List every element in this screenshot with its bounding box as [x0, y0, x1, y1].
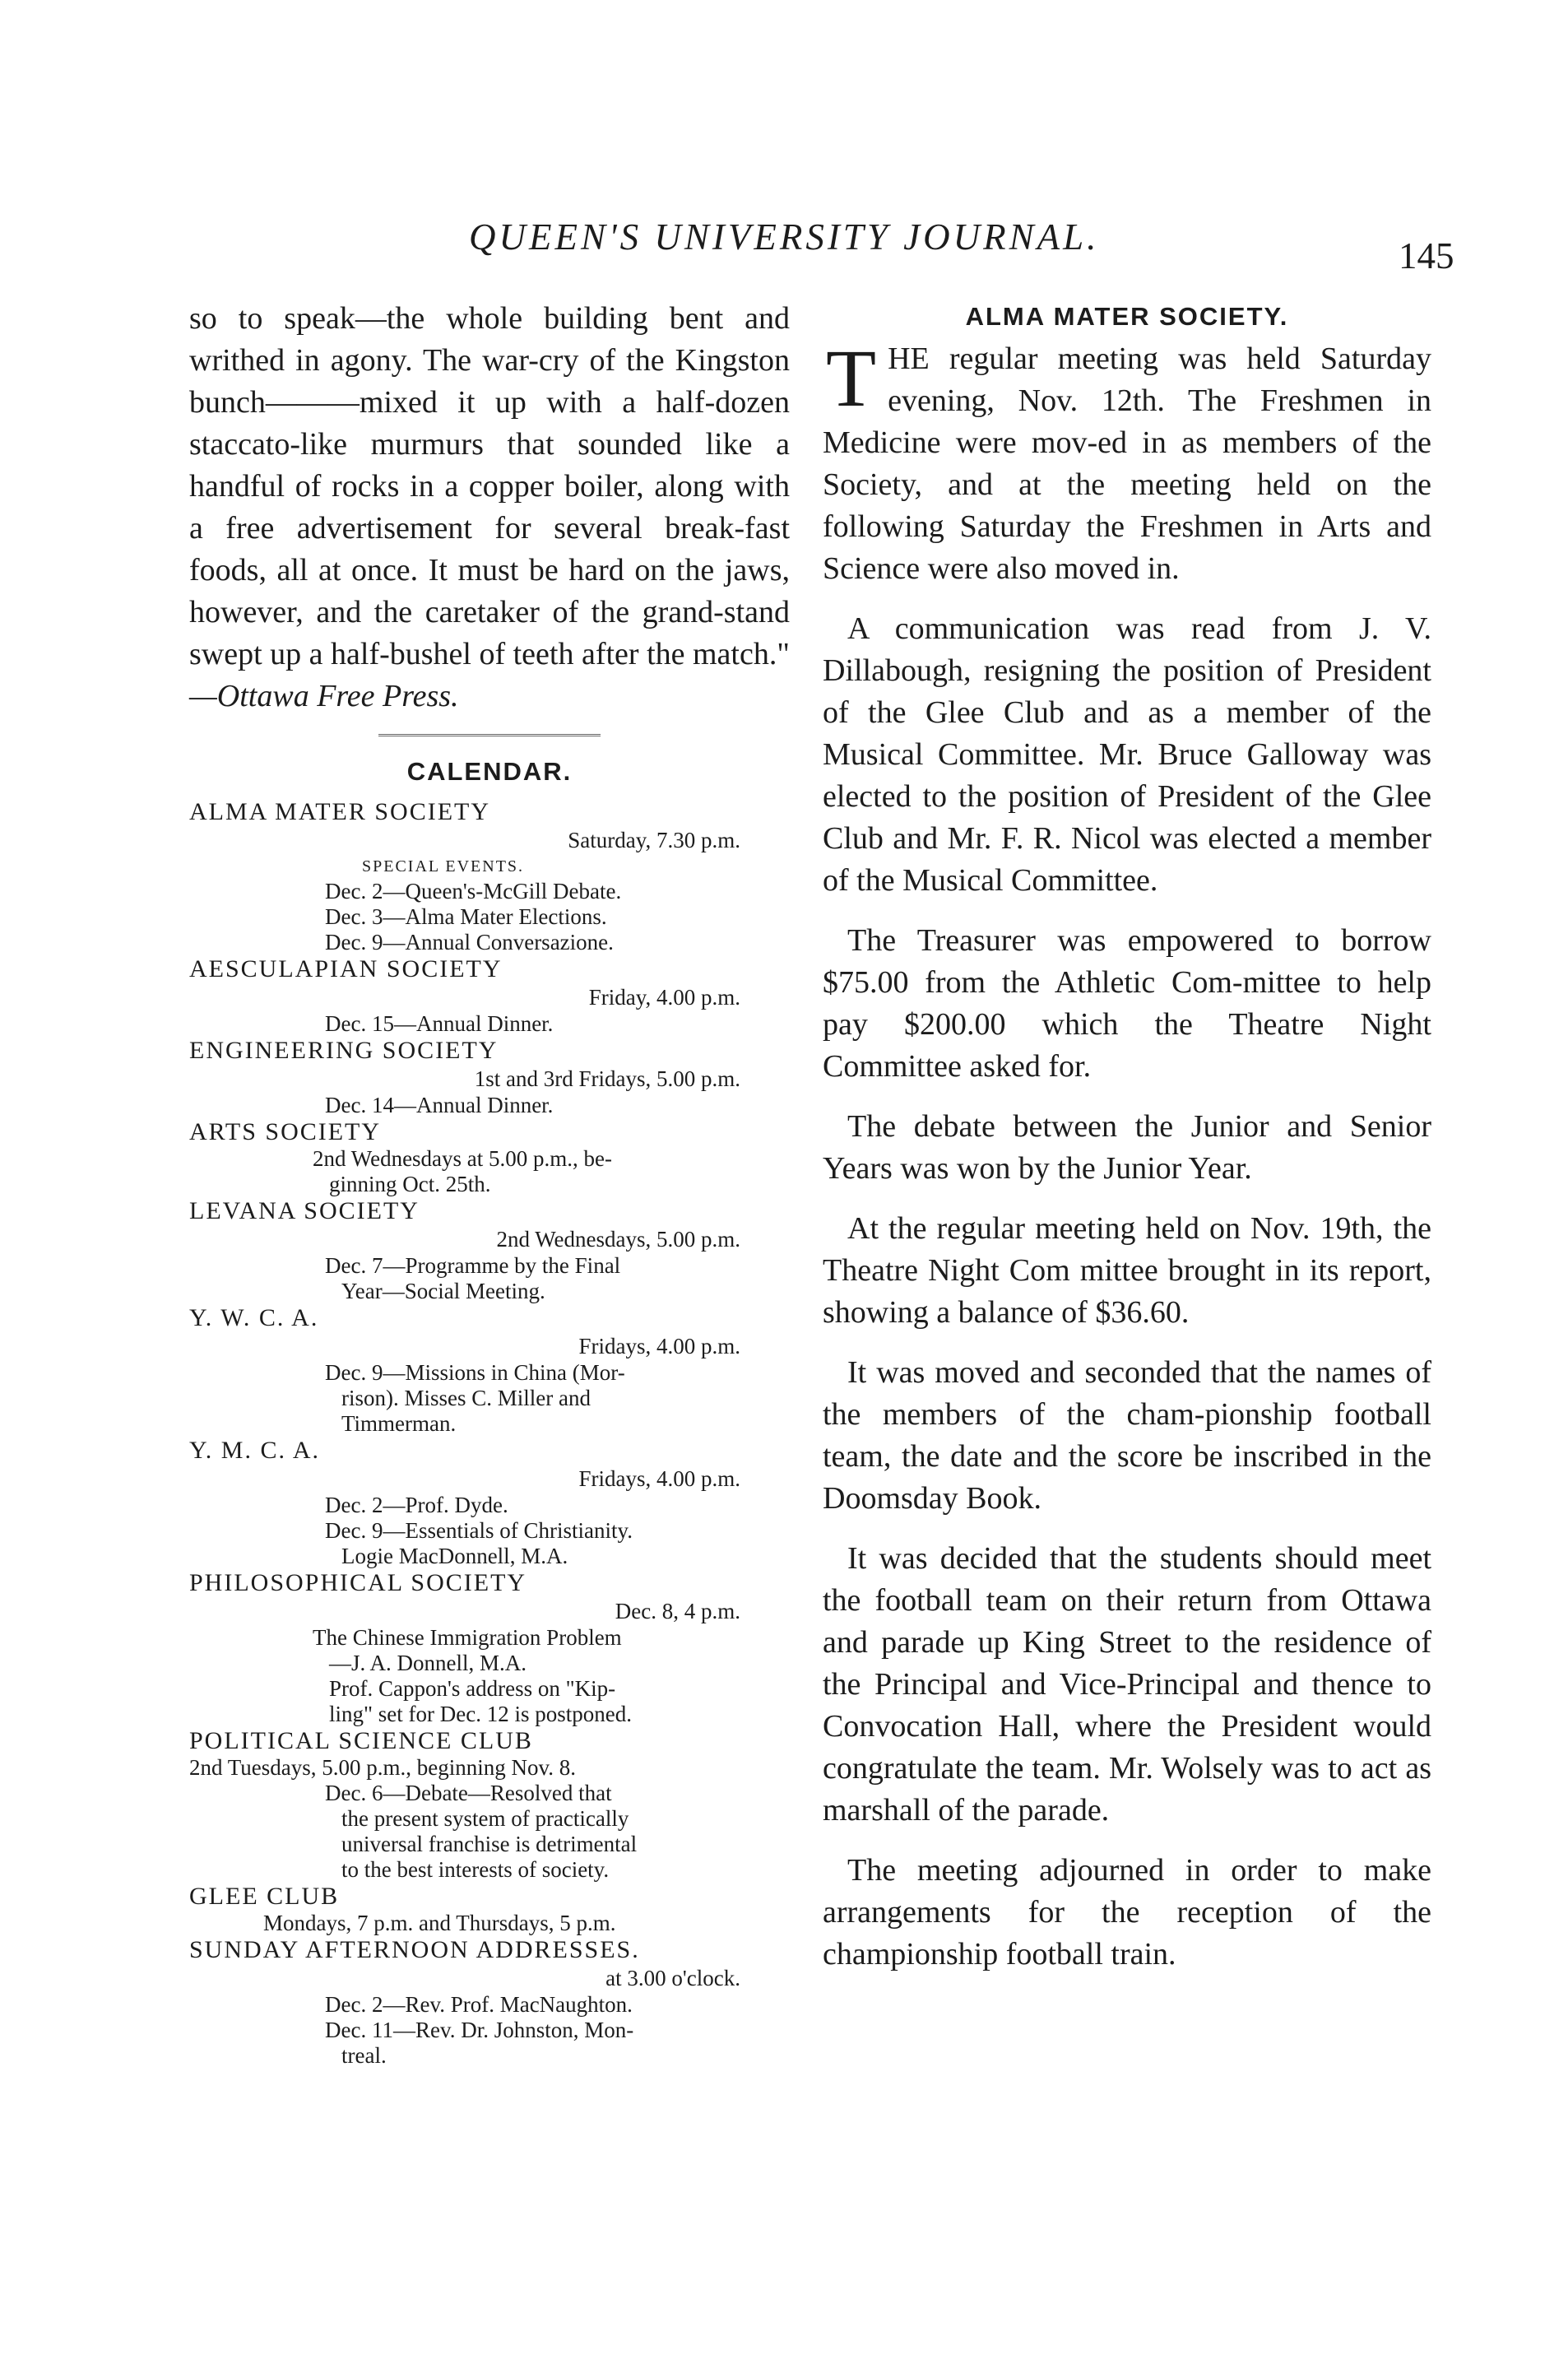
event-line: Dec. 9—Essentials of Christianity.: [325, 1518, 633, 1543]
society-name: Y. M. C. A.: [189, 1437, 320, 1464]
left-column: [189, 298, 790, 2069]
calendar-event: Dec. 3—Alma Mater Elections.: [325, 904, 607, 929]
meeting-time-line: 2nd Wednesdays at 5.00 p.m., be-: [313, 1146, 613, 1171]
society-name: AESCULAPIAN SOCIETY: [189, 955, 503, 982]
calendar-list: [189, 798, 790, 2069]
event-line: Dec. 7—Programme by the Final: [325, 1253, 621, 1278]
society-name: Y. W. C. A.: [189, 1304, 319, 1331]
intro-paragraph: so to speak—the whole building bent and writhed in agony. The war-cry of the Kingston bunch———mixed it up with a half-dozen staccato-like murmurs that sounded like a handful of rocks in a copper boiler, along with a free advertisement for several break-fast foods, all at once. It must be hard on the jaws, however, and the caretaker of the grand-stand swept up a half-bushel of teeth after the match.": [189, 301, 790, 671]
society-name: ARTS SOCIETY: [189, 1118, 382, 1145]
calendar-event: Dec. 2—Rev. Prof. MacNaughton.: [325, 1992, 633, 2017]
right-column: [823, 298, 1431, 1976]
article-paragraph: A communication was read from J. V. Dillabough, resigning the position of President of the Glee Club and as a member of the Musical Committee. Mr. Bruce Galloway was elected to the position of President of the Glee Club and Mr. F. R. Nicol was elected a member of the Musical Committee.: [823, 611, 1431, 898]
meeting-time: Saturday, 7.30 p.m.: [568, 828, 740, 852]
calendar-event: [189, 1625, 790, 1727]
section-divider: [378, 734, 601, 739]
event-line: the present system of practically: [341, 1806, 629, 1831]
meeting-time: 2nd Wednesdays, 5.00 p.m.: [496, 1227, 740, 1252]
event-line: Dec. 11—Rev. Dr. Johnston, Mon-: [325, 2018, 634, 2042]
page-number: 145: [1399, 235, 1454, 276]
journal-title: QUEEN'S UNIVERSITY JOURNAL.: [469, 216, 1100, 258]
society-name: PHILOSOPHICAL SOCIETY: [189, 1569, 527, 1596]
article-paragraph: It was decided that the students should meet the football team on their return from Ottawa and parade up King Street to the residence of the Principal and Vice-Principal and thence to Convocation Hall, where the President would congratulate the team. Mr. Wolsely was to act as marshall of the parade.: [823, 1541, 1431, 1828]
special-events-label: SPECIAL EVENTS.: [362, 857, 525, 875]
event-line: ling" set for Dec. 12 is postponed.: [329, 1702, 632, 1726]
attribution: —Ottawa Free Press.: [189, 679, 459, 713]
meeting-time: Dec. 8, 4 p.m.: [615, 1599, 740, 1623]
society-name: SUNDAY AFTERNOON ADDRESSES.: [189, 1936, 640, 1963]
calendar-event: Dec. 9—Annual Conversazione.: [325, 930, 614, 954]
event-line: Prof. Cappon's address on "Kip-: [329, 1676, 616, 1701]
meeting-time: Mondays, 7 p.m. and Thursdays, 5 p.m.: [263, 1911, 616, 1935]
event-line: The Chinese Immigration Problem: [313, 1625, 622, 1650]
article-paragraph: It was moved and seconded that the names of the members of the cham-pionship football team, the date and the score be inscribed in the Doomsday Book.: [823, 1355, 1431, 1516]
meeting-time: 1st and 3rd Fridays, 5.00 p.m.: [474, 1066, 740, 1091]
meeting-time: Fridays, 4.00 p.m.: [578, 1466, 740, 1491]
meeting-time: [189, 1146, 790, 1197]
event-line: Dec. 6—Debate—Resolved that: [325, 1781, 612, 1805]
section-heading: ALMA MATER SOCIETY.: [965, 302, 1289, 331]
calendar-event: Dec. 2—Queen's-McGill Debate.: [325, 879, 622, 903]
calendar-event: Dec. 2—Prof. Dyde.: [325, 1493, 508, 1517]
meeting-time: Friday, 4.00 p.m.: [588, 985, 740, 1010]
calendar-heading: CALENDAR.: [406, 757, 573, 786]
article-paragraph: The debate between the Junior and Senior Years was won by the Junior Year.: [823, 1109, 1431, 1186]
meeting-time-line: ginning Oct. 25th.: [329, 1172, 491, 1196]
event-line: rison). Misses C. Miller and: [341, 1386, 591, 1410]
society-name: ENGINEERING SOCIETY: [189, 1037, 499, 1064]
event-line: Dec. 9—Missions in China (Mor-: [325, 1360, 625, 1385]
event-line: Logie MacDonnell, M.A.: [341, 1544, 568, 1568]
calendar-event: [189, 1360, 790, 1437]
article-paragraph: [823, 332, 1431, 590]
calendar-event: [189, 1518, 790, 1569]
society-name: ALMA MATER SOCIETY: [189, 798, 491, 825]
calendar-event: Dec. 14—Annual Dinner.: [325, 1093, 554, 1117]
calendar-event: [189, 1781, 790, 1883]
drop-cap: T: [826, 332, 877, 424]
event-line: Year—Social Meeting.: [341, 1279, 545, 1303]
meeting-time: at 3.00 o'clock.: [605, 1966, 740, 1990]
calendar-event: [189, 2018, 790, 2069]
meeting-time: 2nd Tuesdays, 5.00 p.m., beginning Nov. 8.: [189, 1755, 577, 1780]
event-line: Timmerman.: [341, 1411, 457, 1436]
event-line: universal franchise is detrimental: [341, 1832, 638, 1856]
article-paragraph: At the regular meeting held on Nov. 19th, the Theatre Night Com mittee brought in its report, showing a balance of $36.60.: [823, 1211, 1431, 1330]
event-line: —J. A. Donnell, M.A.: [329, 1651, 527, 1675]
event-line: treal.: [341, 2043, 387, 2068]
calendar-event: [189, 1253, 790, 1304]
society-name: LEVANA SOCIETY: [189, 1197, 420, 1224]
society-name: GLEE CLUB: [189, 1883, 340, 1910]
article-paragraph: The meeting adjourned in order to make arrangements for the reception of the championship football train.: [823, 1853, 1431, 1972]
society-name: POLITICAL SCIENCE CLUB: [189, 1727, 533, 1754]
event-line: to the best interests of society.: [341, 1857, 610, 1882]
calendar-event: Dec. 15—Annual Dinner.: [325, 1011, 554, 1036]
article-paragraph: The Treasurer was empowered to borrow $75.00 from the Athletic Com-mittee to help pay $200.00 which the Theatre Night Committee asked for.: [823, 923, 1431, 1084]
meeting-time: Fridays, 4.00 p.m.: [578, 1334, 740, 1358]
paragraph-text: HE regular meeting was held Saturday evening, Nov. 12th. The Freshmen in Medicine were mov-ed in as members of the Society, and at the meeting held on the following Saturday the Freshmen in Arts and Science were also moved in.: [823, 341, 1431, 586]
